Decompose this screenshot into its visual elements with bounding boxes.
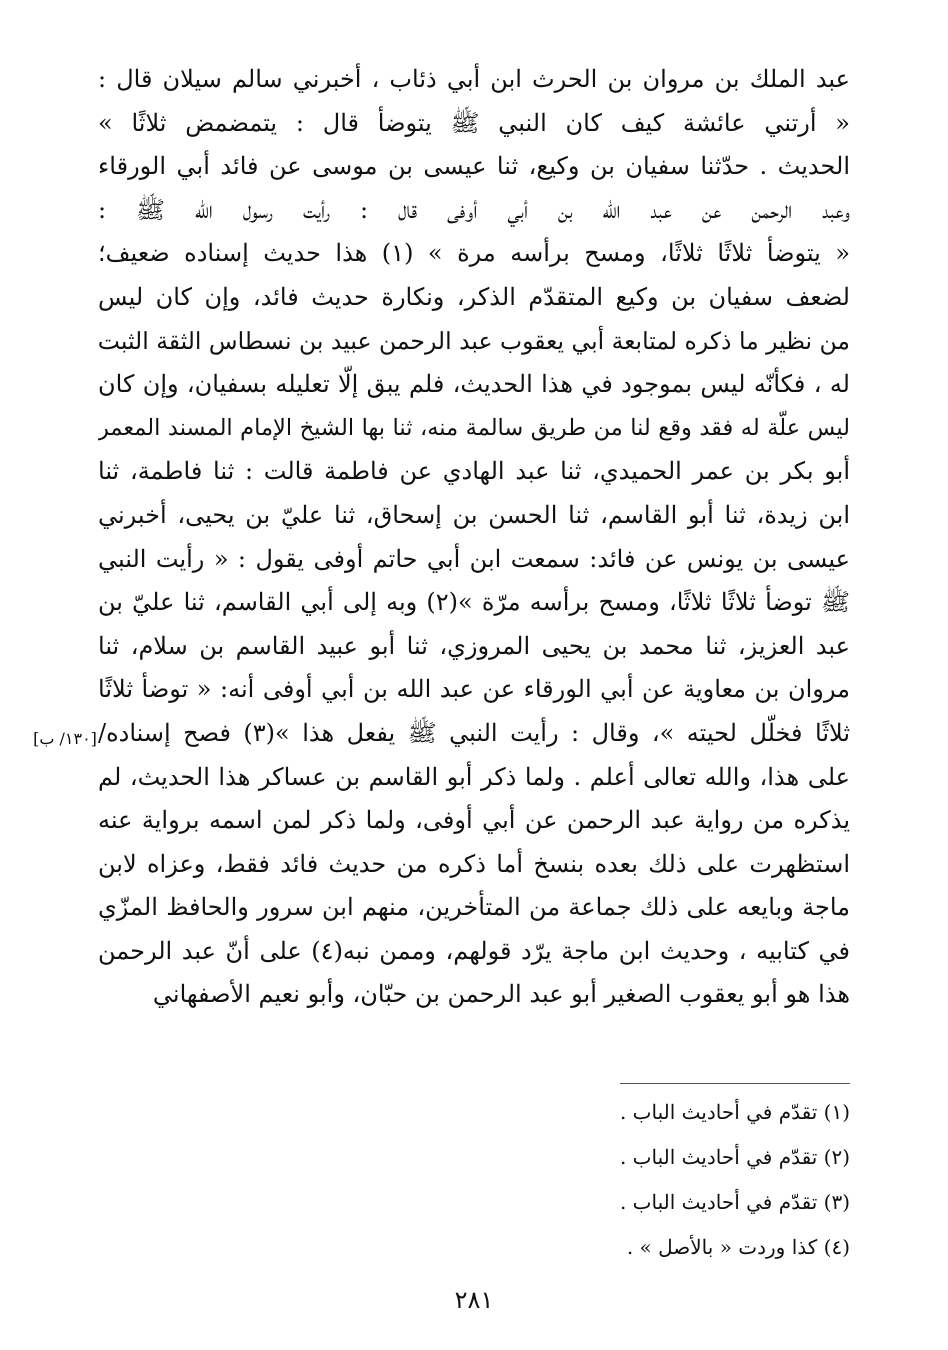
text-line-7: من نظير ما ذكره لمتابعة أبي يعقوب عبد الرحمن عبيد بن نسطاس الثقة الثبت <box>98 326 850 355</box>
page-number: ٢٨١ <box>454 1286 494 1314</box>
main-text <box>98 58 850 1017</box>
footnote-divider <box>620 1083 850 1084</box>
margin-folio-note: [١٣٠/ ب] <box>33 729 97 748</box>
footnote-2: (٢) تقدّم في أحاديث الباب . <box>619 1145 850 1169</box>
text-line-22: هذا هو أبو يعقوب الصغير أبو عبد الرحمن بن حبّان، وأبو نعيم الأصفهاني <box>152 980 850 1009</box>
text-line-2: « أرتني عائشة كيف كان النبي ﷺ يتوضأ قال : يتمضمض ثلاثًا » <box>98 108 850 137</box>
text-line-15: مروان بن معاوية عن أبي الورقاء عن عبد الله بن أبي أوفى أنه: « توضأ ثلاثًا <box>98 675 850 704</box>
text-line-17: على هذا، والله تعالى أعلم . ولما ذكر أبو القاسم بن عساكر هذا الحديث، لم <box>98 762 850 791</box>
text-line-8: له ، فكأنّه ليس بموجود في هذا الحديث، فلم يبق إلّا تعليله بسفيان، وإن كان <box>98 370 850 399</box>
text-line-11: ابن زيدة، ثنا أبو القاسم، ثنا الحسن بن إسحاق، ثنا عليّ بن يحيى، أخبرني <box>98 500 850 529</box>
footnote-1: (١) تقدّم في أحاديث الباب . <box>619 1100 850 1124</box>
text-line-12: عيسى بن يونس عن فائد: سمعت ابن أبي حاتم أوفى يقول : « رأيت النبي <box>98 544 850 573</box>
text-line-14: عبد العزيز، ثنا محمد بن يحيى المروزي، ثنا أبو عبيد القاسم بن سلام، ثنا <box>98 631 850 660</box>
footnotes <box>250 1090 850 1270</box>
text-line-16: ثلاثًا فخلّل لحيته »، وقال : رأيت النبي ﷺ يفعل هذا »(٣) فصح إسناده/ <box>98 718 850 747</box>
text-line-20: ماجة وبايعه على ذلك جماعة من المتأخرين، منهم ابن سرور والحافظ المزّي <box>98 893 850 922</box>
footnote-3: (٣) تقدّم في أحاديث الباب . <box>619 1190 850 1214</box>
text-line-5: « يتوضأ ثلاثًا ثلاثًا، ومسح برأسه مرة » (١) هذا حديث إسناده ضعيف؛ <box>98 239 850 268</box>
text-line-10: أبو بكر بن عمر الحميدي، ثنا عبد الهادي عن فاطمة قالت : ثنا فاطمة، ثنا <box>98 457 850 486</box>
text-line-21: في كتابيه ، وحديث ابن ماجة يرّد قولهم، وممن نبه(٤) على أنّ عبد الرحمن <box>98 936 850 965</box>
text-line-1: عبد الملك بن مروان بن الحرث ابن أبي ذئاب ، أخبرني سالم سيلان قال : <box>98 65 850 93</box>
text-line-9: ليس علّة له فقد وقع لنا من طريق سالمة منه، ثنا بها الشيخ الإمام المسند المعمر <box>98 414 850 441</box>
text-line-3: الحديث . حدّثنا سفيان بن وكيع، ثنا عيسى بن موسى عن فائد أبي الورقاء <box>98 152 850 181</box>
text-line-4: وعبد الرحمن عن عبد الله بن أبي أوفى قال : رأيت رسول الله ﷺ : <box>98 195 850 224</box>
text-line-18: يذكره من رواية عبد الرحمن عن أبي أوفى، ولما ذكر لمن اسمه برواية عنه <box>98 806 850 835</box>
footnote-4: (٤) كذا وردت « بالأصل » . <box>626 1235 850 1259</box>
text-line-19: استظهرت على ذلك بعده بنسخ أما ذكره من حديث فائد فقط، وعزاه لابن <box>98 849 850 878</box>
text-line-13: ﷺ توضأ ثلاثًا ثلاثًا، ومسح برأسه مرّة »(٢) وبه إلى أبي القاسم، ثنا عليّ بن <box>98 588 850 617</box>
text-line-6: لضعف سفيان بن وكيع المتقدّم الذكر، ونكارة حديث فائد، وإن كان ليس <box>98 282 850 311</box>
